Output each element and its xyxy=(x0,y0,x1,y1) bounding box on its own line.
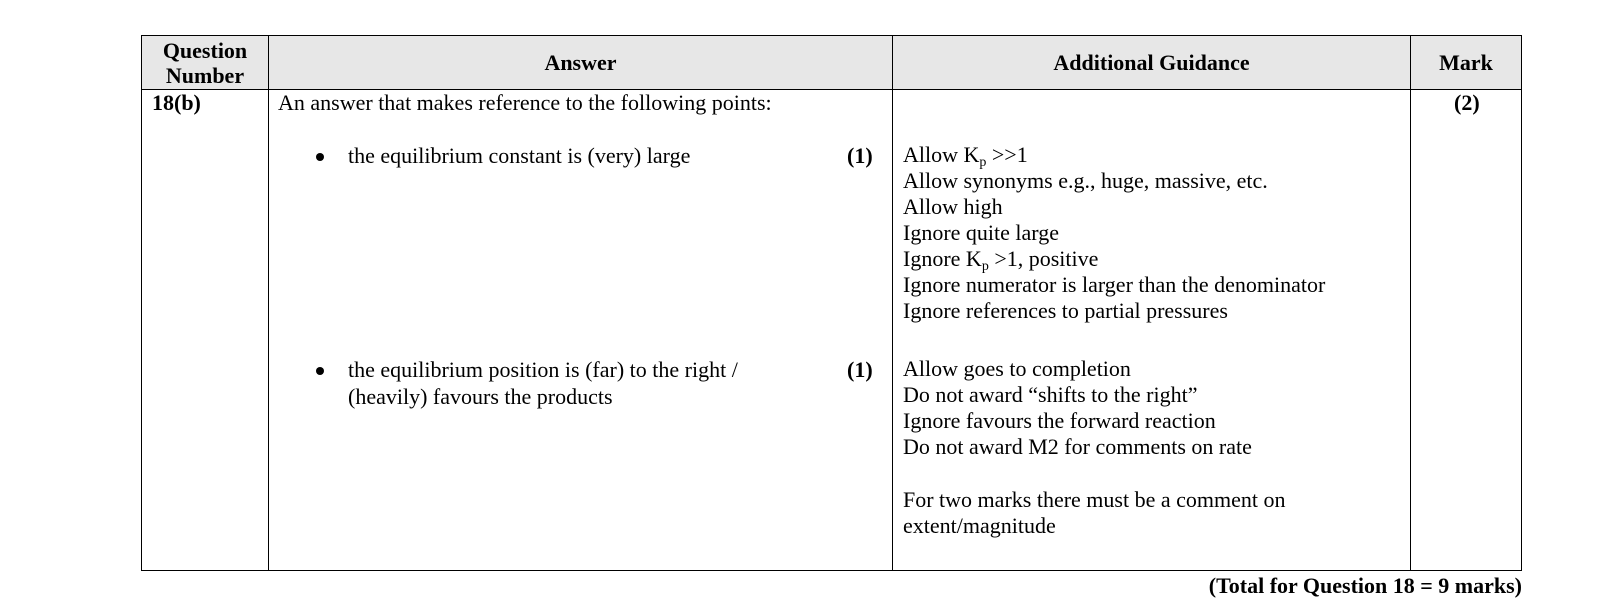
guidance-line: For two marks there must be a comment on xyxy=(903,487,1286,512)
header-additional-guidance: Additional Guidance xyxy=(1053,50,1250,75)
answer-intro: An answer that makes reference to the following points: xyxy=(278,90,772,115)
guidance-line: Allow goes to completion xyxy=(903,356,1131,381)
guidance-ignore-kp xyxy=(903,246,1098,272)
answer-point-1: the equilibrium constant is (very) large xyxy=(348,143,691,168)
guidance-kp-subscript: p xyxy=(979,155,987,170)
header-mark: Mark xyxy=(1439,50,1493,75)
column-divider xyxy=(892,36,893,570)
guidance-line: Allow synonyms e.g., huge, massive, etc. xyxy=(903,168,1268,193)
header-question-number xyxy=(142,36,268,89)
answer-point-1-mark: (1) xyxy=(847,143,873,168)
guidance-kp2-suffix: >1, positive xyxy=(988,246,1099,271)
row-total-mark: (2) xyxy=(1454,90,1480,115)
guidance-kp-prefix: Allow K xyxy=(903,142,980,167)
guidance-kp2-prefix: Ignore K xyxy=(903,246,982,271)
question-number: 18(b) xyxy=(152,90,201,115)
header-answer: Answer xyxy=(544,50,617,75)
answer-point-2-mark: (1) xyxy=(847,357,873,382)
guidance-line: Ignore quite large xyxy=(903,220,1059,245)
guidance-line: Allow high xyxy=(903,194,1003,219)
guidance-line: Ignore numerator is larger than the denominator xyxy=(903,272,1326,297)
guidance-line: Ignore favours the forward reaction xyxy=(903,408,1216,433)
guidance-line: Do not award “shifts to the right” xyxy=(903,382,1198,407)
bullet-icon xyxy=(316,367,324,375)
guidance-line: Ignore references to partial pressures xyxy=(903,298,1228,323)
bullet-icon xyxy=(316,153,324,161)
answer-point-2-line2: (heavily) favours the products xyxy=(348,384,613,409)
guidance-line: extent/magnitude xyxy=(903,513,1056,538)
question-total: (Total for Question 18 = 9 marks) xyxy=(1208,573,1522,598)
header-question-line2: Number xyxy=(165,62,245,88)
guidance-allow-kp xyxy=(903,142,1028,168)
answer-point-2-line1: the equilibrium position is (far) to the right / xyxy=(348,357,738,382)
column-divider xyxy=(1410,36,1411,570)
guidance-line: Do not award M2 for comments on rate xyxy=(903,434,1252,459)
guidance-kp2-subscript: p xyxy=(981,259,989,274)
mark-scheme-table xyxy=(141,35,1522,571)
column-divider xyxy=(268,36,269,570)
guidance-kp-suffix: >>1 xyxy=(986,142,1028,167)
header-question-line1: Question xyxy=(162,37,248,63)
